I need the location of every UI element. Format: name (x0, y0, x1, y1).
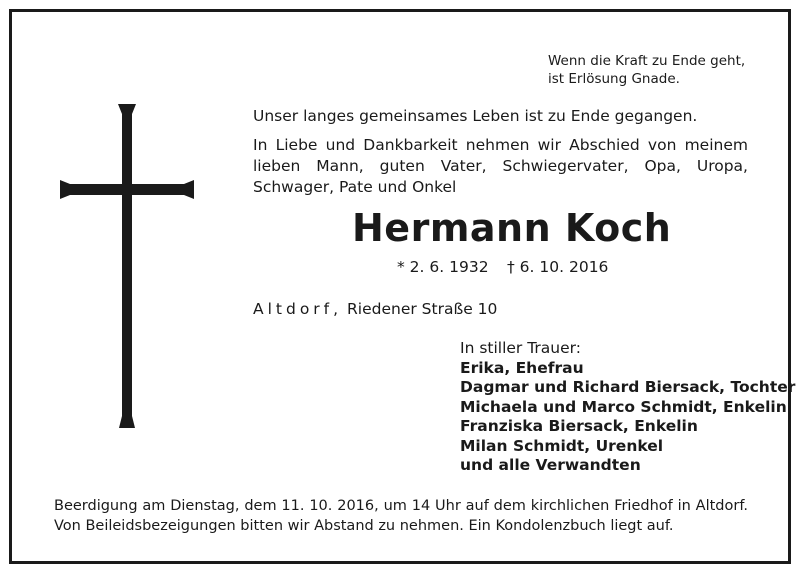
intro-text (253, 106, 748, 198)
deceased-name: Hermann Koch (352, 206, 672, 250)
cross-icon (56, 100, 198, 432)
intro-line-2: In Liebe und Dankbarkeit nehmen wir Abschied von meinem lieben Mann, guten Vater, Schwiegervater, Opa, Uropa, Schwager, Pate und Onkel (253, 136, 748, 196)
mourner-name: Milan Schmidt, Urenkel (460, 436, 664, 455)
intro-line-1: Unser langes gemeinsames Leben ist zu Ende gegangen. (253, 107, 698, 125)
mourners-lead: In stiller Trauer: (460, 339, 581, 357)
death-date: † 6. 10. 2016 (507, 258, 609, 276)
mourner-name: Michaela und Marco Schmidt, Enkelin (460, 397, 787, 416)
motto-line-2: ist Erlösung Gnade. (548, 71, 680, 87)
address-street: Riedener Straße 10 (347, 300, 498, 318)
mourner-name: Dagmar und Richard Biersack, Tochter (460, 378, 796, 396)
mourner-name: Erika, Ehefrau (460, 358, 584, 377)
mourner-name: und alle Verwandten (460, 456, 641, 474)
address (253, 300, 497, 318)
motto-line-1: Wenn die Kraft zu Ende geht, (548, 53, 746, 69)
mourners (460, 339, 795, 476)
address-town: Altdorf, (253, 300, 343, 318)
motto (548, 52, 745, 88)
funeral-notice: Beerdigung am Dienstag, dem 11. 10. 2016, um 14 Uhr auf dem kirchlichen Friedhof in Altdorf. Von Beileidsbezeigungen bitten wir Abstand zu nehmen. Ein Kondolenzbuch liegt auf. (54, 498, 748, 534)
mourner-name: Franziska Biersack, Enkelin (460, 417, 698, 435)
birth-date: * 2. 6. 1932 (397, 258, 489, 276)
